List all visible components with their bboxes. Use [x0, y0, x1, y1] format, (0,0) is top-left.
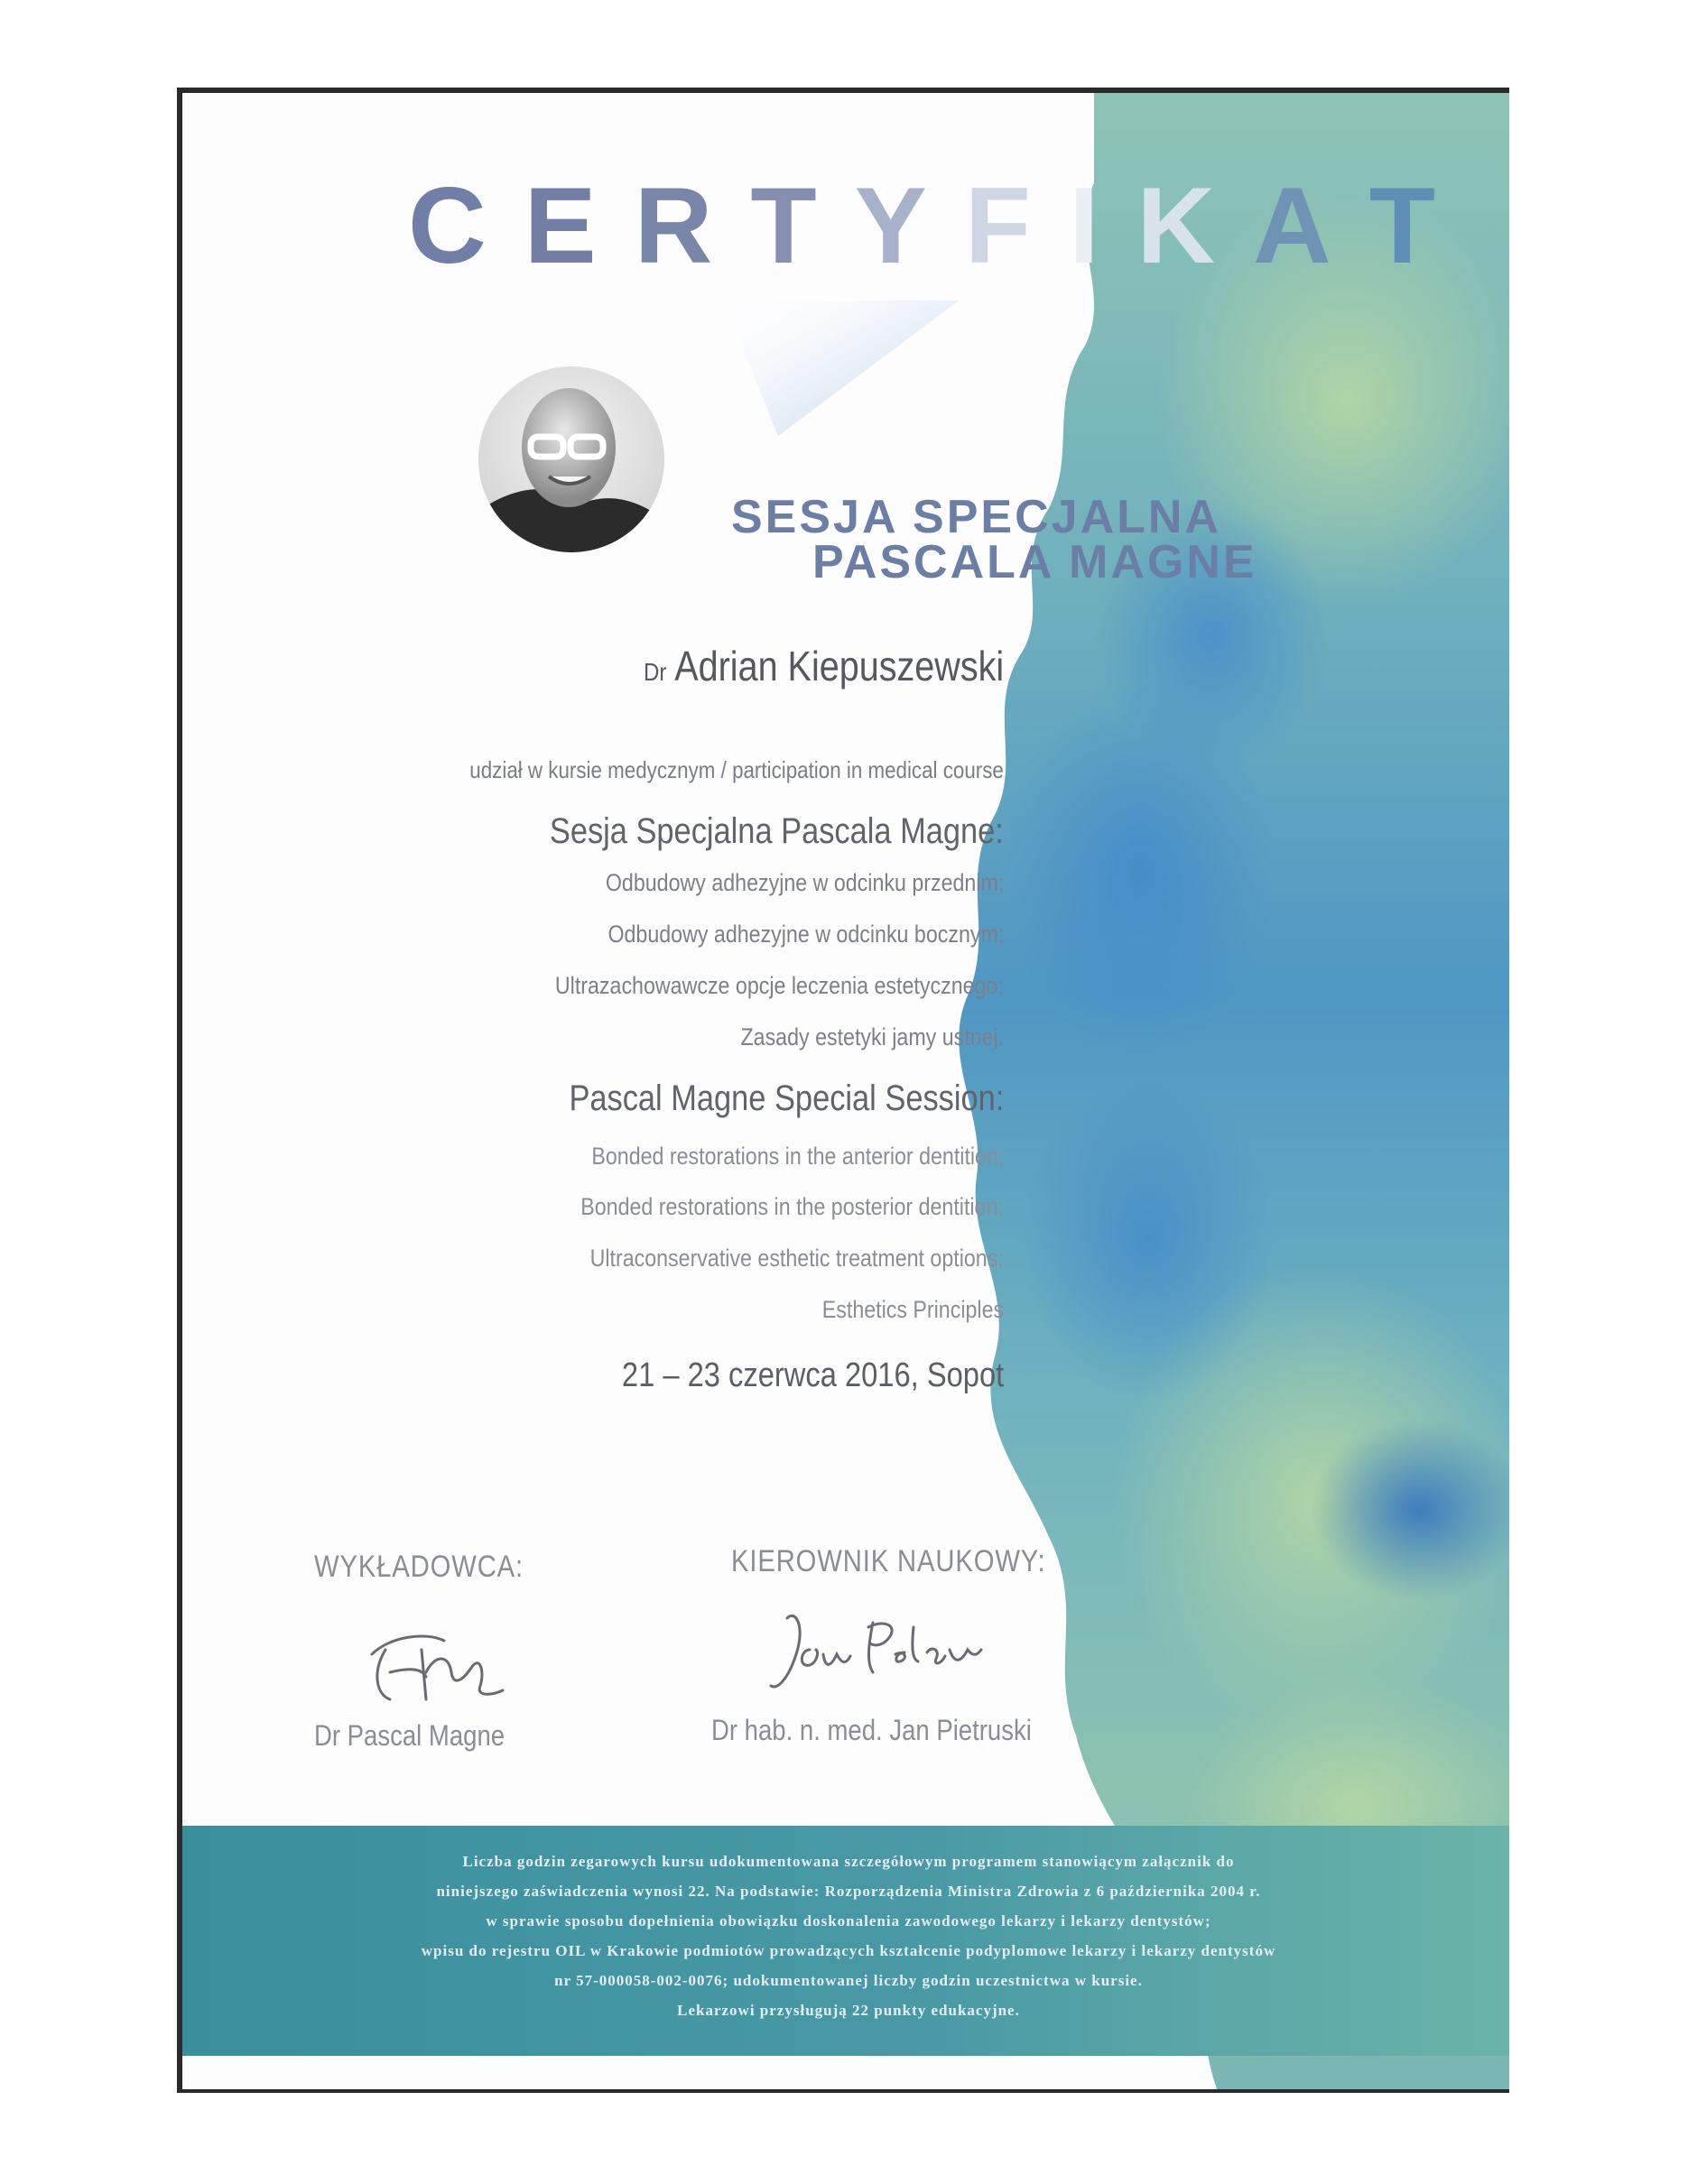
- footer-line: nr 57-000058-002-0076; udokumentowanej liczby godzin uczestnictwa w kursie.: [554, 1972, 1143, 1989]
- certificate-title: [408, 163, 1473, 288]
- title-letter: E: [524, 165, 635, 286]
- certificate: [177, 88, 1509, 2093]
- course-item-pl: Ultrazachowawcze opcje leczenia estetycznego;: [555, 972, 1004, 999]
- date-place: 21 – 23 czerwca 2016, Sopot: [621, 1356, 1004, 1394]
- title-letter: Y: [854, 165, 965, 286]
- lecturer-signature: [336, 1618, 507, 1708]
- footer-line: niniejszego zaświadczenia wynosi 22. Na podstawie: Rozporządzenia Ministra Zdrowia z 6 października 2004 r.: [436, 1883, 1261, 1900]
- session-title-line1: SESJA SPECJALNA: [731, 491, 1221, 543]
- course-item-pl: Odbudowy adhezyjne w odcinku bocznym;: [607, 921, 1004, 948]
- lecturer-heading: WYKŁADOWCA:: [314, 1550, 524, 1584]
- recipient-fullname: Adrian Kiepuszewski: [673, 643, 1004, 689]
- course-item-en: Bonded restorations in the posterior dentition;: [580, 1193, 1004, 1220]
- course-item-pl: Odbudowy adhezyjne w odcinku przednim;: [605, 869, 1004, 896]
- course-item-en: Bonded restorations in the anterior dentition;: [591, 1143, 1004, 1170]
- session-title-line2: PASCALA MAGNE: [812, 536, 1257, 588]
- participation-intro: udział w kursie medycznym / participation in medical course: [469, 756, 1004, 783]
- director-heading: KIEROWNIK NAUKOWY:: [731, 1544, 1046, 1578]
- portrait-photo: [478, 366, 664, 552]
- director-signature: [760, 1600, 986, 1708]
- title-letter: F: [964, 165, 1070, 286]
- footer-line: Lekarzowi przysługują 22 punkty edukacyjne.: [677, 2002, 1020, 2019]
- footer-band: [182, 1826, 1509, 2056]
- title-letter: K: [1136, 165, 1254, 286]
- recipient-prefix: Dr: [643, 658, 667, 686]
- recipient-name: [644, 642, 1004, 690]
- footer-line: wpisu do rejestru OIL w Krakowie podmiotów prowadzących kształcenie podyplomowe lekarzy i lekarzy dentystów: [421, 1942, 1276, 1959]
- course-item-en: Ultraconservative esthetic treatment options;: [589, 1245, 1004, 1272]
- lecturer-name: Dr Pascal Magne: [314, 1719, 505, 1752]
- title-letter: A: [1253, 165, 1369, 286]
- course-heading-pl: Sesja Specjalna Pascala Magne:: [550, 811, 1004, 851]
- title-letter: T: [750, 165, 855, 286]
- title-letter: R: [634, 165, 751, 286]
- footer-line: Liczba godzin zegarowych kursu udokumentowana szczegółowym programem stanowiącym załącznik do: [462, 1853, 1235, 1870]
- director-name: Dr hab. n. med. Jan Pietruski: [711, 1714, 1032, 1746]
- course-item-pl: Zasady estetyki jamy ustnej.: [740, 1023, 1004, 1050]
- title-letter: T: [1368, 165, 1474, 286]
- footer-line: w sprawie sposobu dopełnienia obowiązku doskonalenia zawodowego lekarzy i lekarzy dentystów;: [486, 1912, 1211, 1930]
- course-heading-en: Pascal Magne Special Session:: [569, 1078, 1004, 1118]
- title-letter: I: [1069, 165, 1137, 286]
- course-item-en: Esthetics Principles: [821, 1296, 1004, 1323]
- title-letter: C: [408, 165, 524, 286]
